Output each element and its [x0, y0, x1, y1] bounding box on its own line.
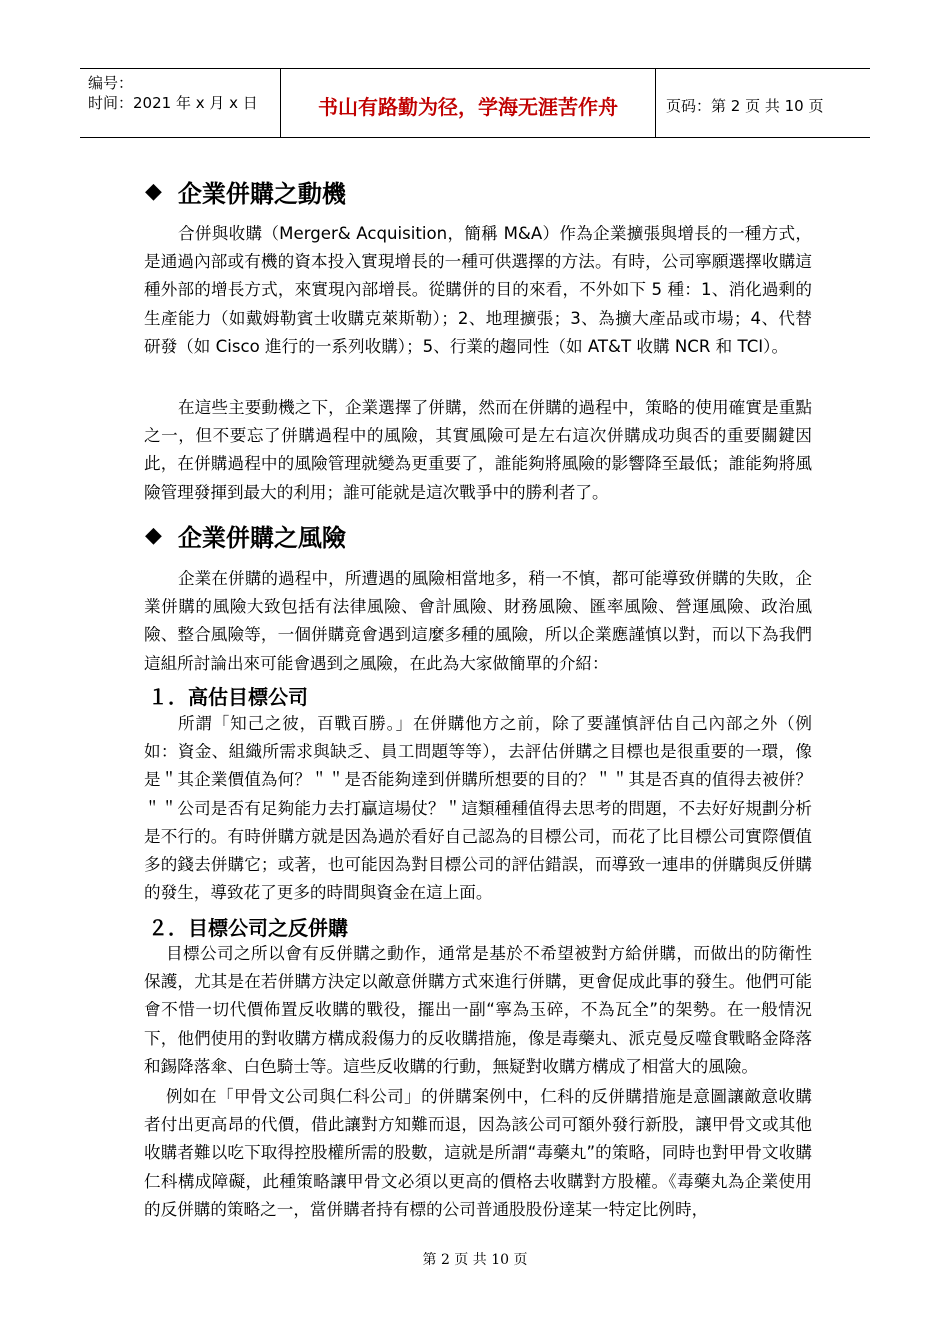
section-title: 企業併購之風險 — [177, 524, 346, 552]
document-date: 时间：2021 年 x 月 x 日 — [88, 94, 258, 112]
paragraph-risk-1: 企業在併購的過程中，所遭遇的風險相當地多，稍一不慎，都可能導致併購的失敗，企業併購的風險大致包括有法律風險、會計風險、財務風險、匯率風險、營運風險、政治風險、整合風險等，一個併購竟會遇到這麼多種的風險，所以企業應謹慎以對，而以下為我們這組所討論出來可能會遇到之風險，在此為大家做簡單的介紹： — [144, 569, 812, 673]
paragraph-overvalue: 所謂「知己之彼，百戰百勝。」在併購他方之前，除了要謹慎評估自己內部之外（例如：資金、組織所需求與缺乏、員工問題等等），去評估併購之目標也是很重要的一環，像是＂其企業價值為何？＂＂是否能夠達到併購所想要的目的？＂＂其是否真的值得去被併？＂＂公司是否有足夠能力去打贏這場仗？＂這類種種值得去思考的問題，不去好好規劃分析是不行的。有時併購方就是因為過於看好自己認為的目標公司，而花了比目標公司實際價值多的錢去併購它；或著，也可能因為對目標公司的評估錯誤，而導致一連串的併購與反併購的發生，導致花了更多的時間與資金在這上面。 — [144, 714, 812, 903]
section-heading-motive — [145, 174, 346, 209]
subsection-heading-antitakeover: ２．目標公司之反併購 — [148, 916, 348, 940]
header-page-info: 页码：第 2 页 共 10 页 — [666, 96, 824, 115]
document-number: 编号： — [88, 74, 134, 92]
header-motto: 书山有路勤为径，学海无涯苦作舟 — [281, 69, 656, 137]
section-heading-risk — [145, 518, 346, 553]
diamond-bullet-icon: ◆ — [145, 523, 162, 548]
page-header — [80, 68, 870, 138]
header-meta — [80, 69, 281, 137]
paragraph-antitakeover-2: 例如在「甲骨文公司與仁科公司」的併購案例中，仁科的反併購措施是意圖讓敵意收購者付出更高昂的代價，借此讓對方知難而退，因為該公司可額外發行新股，讓甲骨文或其他收購者難以吃下取得控股權所需的股數，這就是所謂“毒藥丸”的策略，同時也對甲骨文收購仁科構成障礙，此種策略讓甲骨文必須以更高的價格去收購對方股權。《毒藥丸為企業使用的反併購的策略之一，當併購者持有標的公司普通股股份達某一特定比例時， — [144, 1087, 812, 1219]
paragraph-motive-2: 在這些主要動機之下，企業選擇了併購，然而在併購的過程中，策略的使用確實是重點之一，但不要忘了併購過程中的風險，其實風險可是左右這次併購成功與否的重要關鍵因此，在併購過程中的風險管理就變為更重要了，誰能夠將風險的影響降至最低；誰能夠將風險管理發揮到最大的利用；誰可能就是這次戰爭中的勝利者了。 — [144, 398, 812, 502]
paragraph-motive-1: 合併與收購（Merger& Acquisition，簡稱 M&A）作為企業擴張與增長的一種方式，是通過內部或有機的資本投入實現增長的一種可供選擇的方法。有時，公司寧願選擇收購這種外部的增長方式，來實現內部增長。從購併的目的來看，不外如下 5 種：1、消化過剩的生產能力（如戴姆勒賓士收購克萊斯勒）；2、地理擴張；3、為擴大產品或市場；4、代替研發（如 Cisco 進行的一系列收購）；5、行業的趨同性（如 AT&T 收購 NCR 和 TCI）。 — [144, 224, 812, 356]
section-title: 企業併購之動機 — [177, 180, 346, 208]
diamond-bullet-icon: ◆ — [145, 179, 162, 204]
page-footer: 第 2 页 共 10 页 — [422, 1252, 528, 1268]
paragraph-antitakeover-1: 目標公司之所以會有反併購之動作，通常是基於不希望被對方給併購，而做出的防衛性保護，尤其是在若併購方決定以敵意併購方式來進行併購，更會促成此事的發生。他們可能會不惜一切代價佈置反收購的戰役，擺出一副“寧為玉碎，不為瓦全”的架勢。在一般情況下，他們使用的對收購方構成殺傷力的反收購措施，像是毒藥丸、派克曼反噬食戰略金降落和錫降落傘、白色騎士等。這些反收購的行動，無疑對收購方構成了相當大的風險。 — [144, 944, 812, 1076]
subsection-heading-overvalue: １．高估目標公司 — [148, 685, 308, 709]
